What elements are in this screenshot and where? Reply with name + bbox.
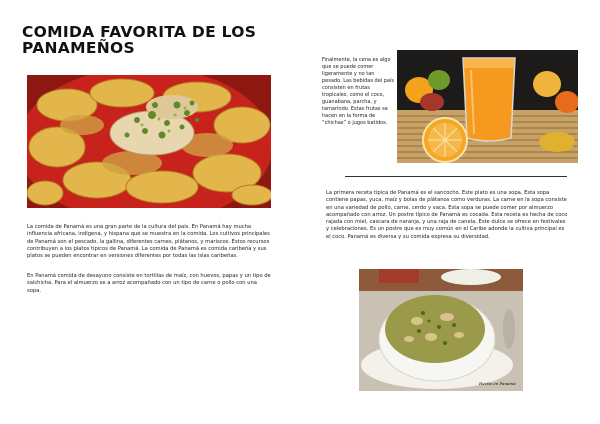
- patacones-illustration: [27, 75, 271, 208]
- dinner-paragraph: Finalmente, la cena es algo que se puede comer ligeramente y no tan pesado. Las bebidas del país consisten en frutas tropicales, como el coco, guanabana, parcha, y tamarindo. Estas frutas se hacen en la forma de “chichas” o jugos batidos.: [322, 57, 394, 126]
- intro-paragraph: La comida de Panamá es una gran parte de la cultura del país. En Panamá hay mucha influencia africana, indígena, y hispana que se muestra en la comida. Los cultivos principales de Panamá son el pescado, la gallina, diferentes carnes, plátanos, y mariscos. Estos recursos contribuyen a los platos típicos de Panamá. La comida de Panamá es comida caribeña y sus platos se pueden encontrar en versiones diferentes por todas las islas caribeñas.: [27, 224, 270, 260]
- soup-illustration: [359, 269, 523, 391]
- page-title: COMIDA FAVORITA DE LOS PANAMEÑOS: [22, 23, 257, 57]
- recipe-paragraph: La primera receta típica de Panamá es el sancocho. Este plato es una sopa. Esta sopa contiene papas, yuca, maíz y bolas de plátanos como verduras. La carne en la sopa consiste en una variedad de pollo, carne, cerdo y vaca. Esta sopa se puede comer por almuerzo acompañado con arroz. Un postre típico de Panamá es cocada. Esta receta es hecha de coco rajada con miel, cascara de naranja, y una raja de canela. Este dulce se ofrece en festivales y celebraciones. Es un postre que es muy común en el Caribe adonde la cultiva principal es el coco. Panamá es diversa y su comida expresa su diversidad.: [326, 190, 568, 240]
- soup-photo-watermark: Hecho en Panamá: [479, 381, 516, 386]
- juice-illustration: [397, 50, 578, 163]
- patacones-photo: [27, 75, 271, 208]
- breakfast-paragraph: En Panamá comida de desayuno consiste en tortillas de maíz, con huevos, papas y un tipo de salchicha. Para el almuerzo se a arroz acompañado con un tipo de carne o pollo con una sopa.: [27, 273, 271, 294]
- orange-juice-photo: [397, 50, 578, 163]
- section-divider: [345, 176, 567, 177]
- sancocho-soup-photo: [359, 269, 523, 391]
